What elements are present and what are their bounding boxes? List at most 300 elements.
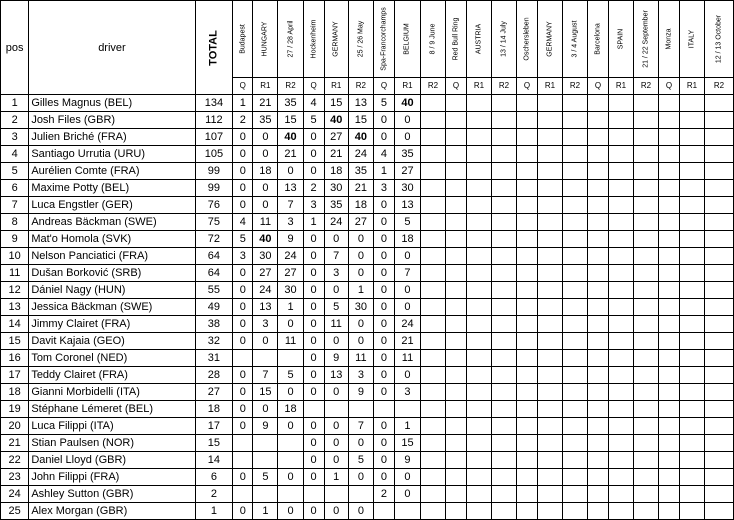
score-cell (467, 248, 492, 265)
position-cell: 1 (1, 95, 29, 112)
score-cell (303, 401, 324, 418)
score-cell (588, 401, 609, 418)
total-header: TOTAL (195, 1, 233, 95)
score-cell (446, 112, 467, 129)
score-cell (538, 418, 563, 435)
table-row (1, 214, 734, 231)
score-cell (348, 401, 373, 418)
score-cell (634, 163, 659, 180)
event-venue-label: Budapest (233, 1, 253, 78)
score-cell (446, 163, 467, 180)
score-cell (538, 180, 563, 197)
score-cell (634, 112, 659, 129)
score-cell (705, 95, 734, 112)
score-cell (421, 248, 446, 265)
score-cell (324, 486, 348, 503)
score-cell (538, 112, 563, 129)
score-cell (538, 163, 563, 180)
score-cell (421, 180, 446, 197)
position-cell: 15 (1, 333, 29, 350)
score-cell: 30 (324, 180, 348, 197)
score-cell (609, 384, 634, 401)
driver-name-cell: Ashley Sutton (GBR) (29, 486, 195, 503)
score-cell: 0 (373, 333, 394, 350)
table-row (1, 452, 734, 469)
score-cell (705, 333, 734, 350)
total-points-cell: 107 (195, 129, 233, 146)
score-cell: 18 (278, 401, 303, 418)
score-cell: 0 (373, 248, 394, 265)
score-cell: 0 (233, 316, 253, 333)
score-cell: 0 (303, 231, 324, 248)
score-cell (467, 503, 492, 520)
event-date-label (705, 1, 734, 78)
score-cell (634, 367, 659, 384)
score-cell (467, 214, 492, 231)
table-row (1, 197, 734, 214)
score-cell (538, 401, 563, 418)
score-cell (517, 146, 538, 163)
score-cell: 35 (324, 197, 348, 214)
score-cell (588, 350, 609, 367)
score-cell (659, 299, 680, 316)
score-cell (680, 112, 705, 129)
driver-name-cell: Maxime Potty (BEL) (29, 180, 195, 197)
score-cell (421, 333, 446, 350)
score-cell: 0 (303, 503, 324, 520)
session-label-q: Q (659, 78, 680, 95)
score-cell (467, 486, 492, 503)
score-cell: 30 (278, 282, 303, 299)
score-cell (588, 112, 609, 129)
session-label-r1: R1 (538, 78, 563, 95)
session-label-r2: R2 (705, 78, 734, 95)
score-cell (253, 452, 278, 469)
score-cell (634, 401, 659, 418)
session-label-r1: R1 (609, 78, 634, 95)
score-cell: 0 (348, 435, 373, 452)
score-cell (659, 146, 680, 163)
score-cell: 0 (324, 231, 348, 248)
score-cell (588, 231, 609, 248)
score-cell (659, 282, 680, 299)
score-cell (705, 418, 734, 435)
score-cell: 0 (373, 214, 394, 231)
score-cell: 27 (253, 265, 278, 282)
score-cell: 0 (253, 146, 278, 163)
score-cell: 5 (278, 367, 303, 384)
table-row (1, 401, 734, 418)
score-cell (446, 265, 467, 282)
score-cell: 0 (373, 299, 394, 316)
session-label-r1: R1 (680, 78, 705, 95)
score-cell (517, 197, 538, 214)
score-cell: 0 (278, 503, 303, 520)
score-cell: 0 (233, 282, 253, 299)
score-cell: 27 (394, 163, 420, 180)
score-cell (588, 129, 609, 146)
score-cell: 0 (373, 265, 394, 282)
score-cell (446, 418, 467, 435)
total-points-cell: 6 (195, 469, 233, 486)
score-cell (588, 197, 609, 214)
score-cell: 0 (253, 333, 278, 350)
score-cell (680, 163, 705, 180)
score-cell (609, 112, 634, 129)
score-cell (705, 452, 734, 469)
score-cell (588, 469, 609, 486)
position-cell: 21 (1, 435, 29, 452)
driver-name-cell: Nelson Panciatici (FRA) (29, 248, 195, 265)
score-cell: 0 (303, 333, 324, 350)
score-cell: 0 (373, 231, 394, 248)
session-label-r2: R2 (348, 78, 373, 95)
score-cell: 3 (373, 180, 394, 197)
score-cell: 0 (324, 418, 348, 435)
score-cell (492, 163, 517, 180)
score-cell (467, 180, 492, 197)
score-cell (492, 231, 517, 248)
table-row (1, 248, 734, 265)
score-cell: 18 (324, 163, 348, 180)
score-cell (705, 146, 734, 163)
driver-name-cell: Teddy Clairet (FRA) (29, 367, 195, 384)
score-cell: 1 (373, 163, 394, 180)
score-cell (634, 418, 659, 435)
score-cell: 0 (348, 469, 373, 486)
score-cell (492, 316, 517, 333)
total-points-cell: 55 (195, 282, 233, 299)
score-cell (563, 112, 588, 129)
table-row (1, 316, 734, 333)
score-cell (634, 146, 659, 163)
score-cell: 0 (373, 469, 394, 486)
total-points-cell: 32 (195, 333, 233, 350)
score-cell (588, 486, 609, 503)
score-cell (278, 435, 303, 452)
score-cell (492, 418, 517, 435)
score-cell: 0 (373, 197, 394, 214)
score-cell (446, 367, 467, 384)
total-points-cell: 28 (195, 367, 233, 384)
score-cell: 0 (394, 486, 420, 503)
score-cell (421, 112, 446, 129)
score-cell (609, 163, 634, 180)
score-cell: 1 (303, 214, 324, 231)
driver-name-cell: Gianni Morbidelli (ITA) (29, 384, 195, 401)
score-cell (634, 214, 659, 231)
score-cell: 11 (278, 333, 303, 350)
score-cell (538, 299, 563, 316)
score-cell (517, 248, 538, 265)
score-cell (588, 452, 609, 469)
score-cell: 27 (324, 129, 348, 146)
score-cell (492, 350, 517, 367)
score-cell: 5 (303, 112, 324, 129)
table-row (1, 180, 734, 197)
score-cell (538, 486, 563, 503)
score-cell (588, 435, 609, 452)
total-points-cell: 105 (195, 146, 233, 163)
table-row (1, 231, 734, 248)
score-cell (324, 401, 348, 418)
score-cell (517, 435, 538, 452)
score-cell: 0 (303, 248, 324, 265)
driver-header: driver (29, 1, 195, 95)
score-cell (609, 231, 634, 248)
position-cell: 23 (1, 469, 29, 486)
event-date-label: 8 / 9 June (421, 1, 446, 78)
table-row (1, 367, 734, 384)
score-cell (705, 265, 734, 282)
session-label-r2: R2 (634, 78, 659, 95)
score-cell (659, 163, 680, 180)
score-cell: 0 (303, 350, 324, 367)
score-cell (563, 265, 588, 282)
score-cell (492, 265, 517, 282)
score-cell (705, 163, 734, 180)
score-cell (492, 469, 517, 486)
score-cell (421, 316, 446, 333)
score-cell (659, 486, 680, 503)
score-cell: 24 (348, 146, 373, 163)
session-label-q: Q (303, 78, 324, 95)
score-cell (517, 299, 538, 316)
score-cell: 15 (324, 95, 348, 112)
score-cell (421, 350, 446, 367)
score-cell (609, 180, 634, 197)
score-cell (421, 469, 446, 486)
score-cell (421, 435, 446, 452)
position-cell: 6 (1, 180, 29, 197)
driver-name-cell: Aurélien Comte (FRA) (29, 163, 195, 180)
score-cell (680, 401, 705, 418)
score-cell: 1 (348, 282, 373, 299)
score-cell: 0 (394, 367, 420, 384)
score-cell (563, 129, 588, 146)
score-cell: 0 (278, 469, 303, 486)
score-cell: 7 (278, 197, 303, 214)
position-cell: 17 (1, 367, 29, 384)
score-cell (680, 452, 705, 469)
score-cell (421, 95, 446, 112)
score-cell (609, 469, 634, 486)
score-cell (517, 350, 538, 367)
score-cell: 35 (394, 146, 420, 163)
score-cell: 15 (348, 112, 373, 129)
total-points-cell: 2 (195, 486, 233, 503)
score-cell (705, 299, 734, 316)
score-cell (446, 384, 467, 401)
driver-name-cell: Josh Files (GBR) (29, 112, 195, 129)
score-cell: 21 (324, 146, 348, 163)
score-cell (705, 129, 734, 146)
score-cell (563, 503, 588, 520)
total-points-cell: 76 (195, 197, 233, 214)
score-cell: 0 (233, 197, 253, 214)
score-cell: 18 (253, 163, 278, 180)
score-cell (421, 418, 446, 435)
score-cell: 18 (394, 231, 420, 248)
score-cell (538, 95, 563, 112)
driver-name-cell: Santiago Urrutia (URU) (29, 146, 195, 163)
driver-name-cell: Tom Coronel (NED) (29, 350, 195, 367)
score-cell: 0 (303, 146, 324, 163)
score-cell (634, 231, 659, 248)
score-cell: 0 (394, 469, 420, 486)
pos-header: pos (1, 1, 29, 95)
score-cell (467, 367, 492, 384)
table-row (1, 435, 734, 452)
score-cell: 13 (348, 95, 373, 112)
score-cell (680, 469, 705, 486)
score-cell: 0 (373, 452, 394, 469)
score-cell (492, 367, 517, 384)
score-cell (609, 282, 634, 299)
score-cell (517, 129, 538, 146)
score-cell (680, 486, 705, 503)
score-cell (517, 316, 538, 333)
session-label-r2: R2 (492, 78, 517, 95)
score-cell (446, 282, 467, 299)
driver-name-cell: Dániel Nagy (HUN) (29, 282, 195, 299)
score-cell (517, 112, 538, 129)
score-cell (588, 503, 609, 520)
driver-name-cell: Davit Kajaia (GEO) (29, 333, 195, 350)
score-cell (373, 503, 394, 520)
score-cell: 13 (394, 197, 420, 214)
total-points-cell: 27 (195, 384, 233, 401)
position-cell: 13 (1, 299, 29, 316)
score-cell: 35 (348, 163, 373, 180)
event-date-label: 3 / 4 August (563, 1, 588, 78)
score-cell: 5 (233, 231, 253, 248)
score-cell (680, 231, 705, 248)
score-cell (492, 401, 517, 418)
session-label-r2: R2 (278, 78, 303, 95)
score-cell: 0 (373, 435, 394, 452)
score-cell (467, 282, 492, 299)
score-cell (680, 282, 705, 299)
score-cell (705, 469, 734, 486)
score-cell: 0 (394, 129, 420, 146)
driver-name-cell: Stéphane Lémeret (BEL) (29, 401, 195, 418)
score-cell (634, 299, 659, 316)
score-cell (563, 163, 588, 180)
driver-name-cell: Luca Engstler (GER) (29, 197, 195, 214)
position-cell: 14 (1, 316, 29, 333)
score-cell: 0 (324, 435, 348, 452)
score-cell (609, 452, 634, 469)
total-points-cell: 14 (195, 452, 233, 469)
position-cell: 11 (1, 265, 29, 282)
score-cell (680, 316, 705, 333)
score-cell (609, 248, 634, 265)
score-cell: 0 (394, 112, 420, 129)
score-cell (492, 299, 517, 316)
score-cell (278, 452, 303, 469)
score-cell: 0 (303, 316, 324, 333)
position-cell: 16 (1, 350, 29, 367)
score-cell (634, 282, 659, 299)
table-row (1, 418, 734, 435)
score-cell (588, 265, 609, 282)
score-cell (421, 401, 446, 418)
score-cell: 0 (233, 129, 253, 146)
total-points-cell: 1 (195, 503, 233, 520)
score-cell (563, 214, 588, 231)
score-cell (467, 452, 492, 469)
score-cell (421, 146, 446, 163)
score-cell (467, 350, 492, 367)
event-date-label: 25 / 26 May (348, 1, 373, 78)
score-cell (680, 333, 705, 350)
score-cell: 9 (324, 350, 348, 367)
score-cell (467, 146, 492, 163)
score-cell (517, 469, 538, 486)
score-cell (680, 418, 705, 435)
score-cell (563, 299, 588, 316)
score-cell (538, 129, 563, 146)
score-cell (517, 214, 538, 231)
score-cell (609, 197, 634, 214)
score-cell (467, 112, 492, 129)
table-row (1, 112, 734, 129)
score-cell (705, 231, 734, 248)
score-cell: 24 (253, 282, 278, 299)
table-row (1, 146, 734, 163)
score-cell (517, 452, 538, 469)
score-cell: 9 (394, 452, 420, 469)
score-cell (467, 418, 492, 435)
score-cell (609, 401, 634, 418)
score-cell: 13 (324, 367, 348, 384)
score-cell (446, 146, 467, 163)
score-cell: 15 (278, 112, 303, 129)
total-points-cell: 99 (195, 180, 233, 197)
score-cell (467, 163, 492, 180)
score-cell (634, 486, 659, 503)
score-cell (538, 333, 563, 350)
score-cell (492, 333, 517, 350)
score-cell (538, 384, 563, 401)
score-cell (538, 282, 563, 299)
score-cell (538, 265, 563, 282)
score-cell (492, 435, 517, 452)
score-cell (446, 333, 467, 350)
score-cell (588, 418, 609, 435)
score-cell (253, 486, 278, 503)
score-cell: 35 (278, 95, 303, 112)
score-cell (563, 401, 588, 418)
score-cell: 13 (278, 180, 303, 197)
event-venue-label: Oschersleben (517, 1, 538, 78)
score-cell: 0 (373, 129, 394, 146)
score-cell: 5 (324, 299, 348, 316)
score-cell: 21 (394, 333, 420, 350)
score-cell (659, 469, 680, 486)
score-cell: 2 (303, 180, 324, 197)
score-cell: 0 (394, 299, 420, 316)
score-cell (467, 299, 492, 316)
event-country-label: GERMANY (324, 1, 348, 78)
position-cell: 20 (1, 418, 29, 435)
score-cell (538, 197, 563, 214)
score-cell: 3 (278, 214, 303, 231)
score-cell: 0 (348, 248, 373, 265)
score-cell (659, 333, 680, 350)
score-cell: 0 (303, 129, 324, 146)
